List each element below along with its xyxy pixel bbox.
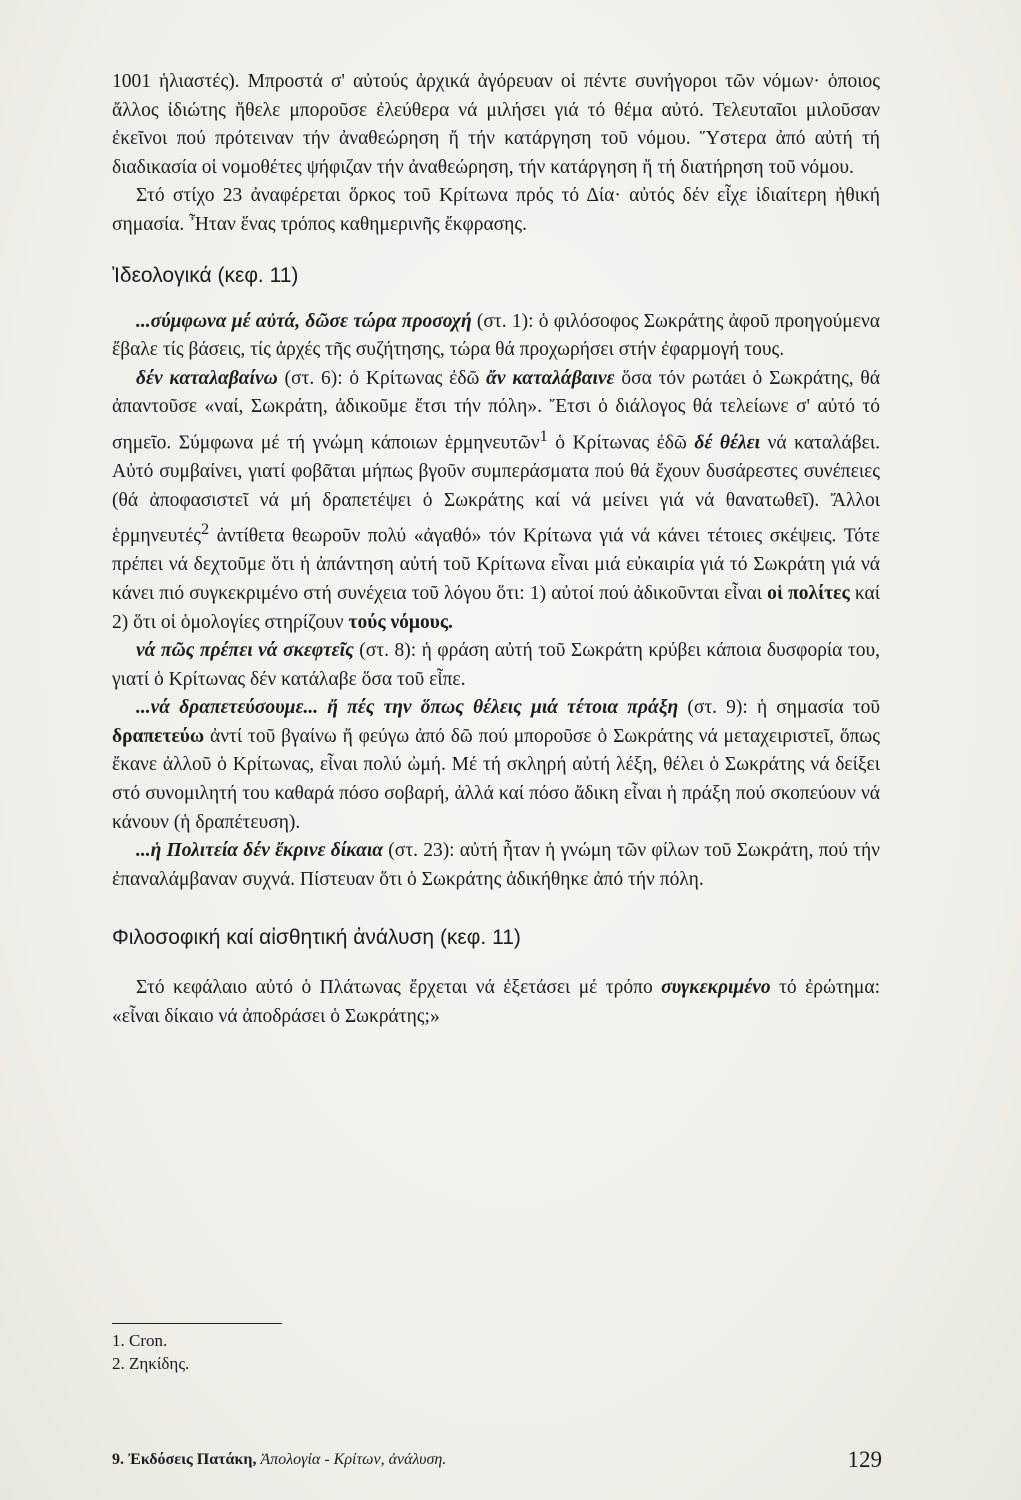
footer-citation <box>112 1451 446 1469</box>
paragraph-understand <box>112 365 880 637</box>
paragraph-text: τό ἐρώτημα: «εἶναι δίκαιο νά ἀποδράσει ὁ Σωκράτης;» <box>112 977 880 1028</box>
footnote-1: 1. Cron. <box>112 1331 168 1350</box>
term-phrase: ...νά δραπετεύσουμε... ἤ πές την ὅπως θέλεις μιά τέτοια πράξη <box>136 697 679 719</box>
footnote-divider <box>112 1323 282 1324</box>
paragraph-text: ἀντίθετα θεωροῦν πολύ «ἀγαθό» τόν Κρίτωνα γιά νά κάνει τέτοιες σκέψεις. Τότε πρέπει νά δεχτοῦμε ὅτι ἡ ἀπάντηση αὐτή τοῦ Κρίτωνα εἶναι μιά εὐκαιρία γιά τό Σωκράτη γιά νά κάνει πιό συγκεκριμένο στή συνέχεια τοῦ λόγου ὅτι: 1) αὐτοί πού ἀδικοῦνται εἶναι <box>112 525 880 604</box>
paragraph-text: νά καταλάβει. Αὐτό συμβαίνει, γιατί φοβᾶται μήπως βγοῦν συμπεράσματα πού θά ἔχουν δυσάρεστες συνέπειες (θά ἀποφασιστεῖ νά μή δραπετέψει ὁ Σωκράτης καί νά μείνει γιά νά θανατωθεῖ). Ἄλλοι ἑρμηνευτές <box>112 432 880 547</box>
paragraph-polity <box>112 837 880 894</box>
term-phrase: τούς νόμους. <box>348 611 453 633</box>
paragraph-text: (στ. 6): ὁ Κρίτωνας ἐδῶ <box>277 367 487 389</box>
footnote-ref-2: 2 <box>200 520 210 539</box>
term-phrase: ἄν καταλάβαινε <box>486 367 615 389</box>
term-phrase: δέ θέλει <box>694 432 761 454</box>
main-text-column <box>112 68 880 1032</box>
paragraph-text: ὅσα τόν ρωτάει ὁ Σωκράτης, θά ἀπαντοῦσε «ναί, Σωκράτη, ἀδικοῦμε ἔτσι τήν πόλη». Ἔτσι ὁ διάλογος θά τελείωνε σ' αὐτό τό σημεῖο. Σύμφωνα μέ τή γνώμη κάποιων ἑρμηνευτῶν <box>112 367 880 454</box>
paragraph-think <box>112 637 880 694</box>
page-number: 129 <box>847 1447 882 1472</box>
paragraph-text: (στ. 1): ὁ φιλόσοφος Σωκράτης ἀφοῦ προηγούμενα ἔβαλε τίς βάσεις, τίς ἀρχές τῆς συζήτησης, τώρα θά προχωρήσει στήν ἐφαρμογή τους. <box>112 310 880 361</box>
term-phrase: συγκεκριμένο <box>661 977 771 999</box>
term-phrase: ...σύμφωνα μέ αὐτά, δῶσε τώρα προσοχή <box>136 310 472 332</box>
paragraph-text: (στ. 9): ἡ σημασία τοῦ <box>678 697 880 719</box>
paragraph-escape <box>112 694 880 837</box>
paragraph-oath: Στό στίχο 23 ἀναφέρεται ὅρκος τοῦ Κρίτωνα πρός τό Δία· αὐτός δέν εἶχε ἰδιαίτερη ἠθική σημασία. Ἦταν ἕνας τρόπος καθημερινῆς ἔκφρασης. <box>112 185 880 235</box>
paragraph-text: ὁ Κρίτωνας ἐδῶ <box>547 432 695 454</box>
footnote-ref-1: 1 <box>539 426 548 445</box>
footer-publisher: 9. Ἐκδόσεις Πατάκη, <box>112 1451 257 1468</box>
paragraph-attention <box>112 308 880 365</box>
section-heading-ideological: Ἰδεολογικά (κεφ. 11) <box>112 263 299 287</box>
footnote-2: 2. Ζηκίδης. <box>112 1354 190 1373</box>
term-phrase: οἱ πολίτες <box>767 582 850 604</box>
section-heading-philosophical: Φιλοσοφική καί αἰσθητική ἀνάλυση (κεφ. 11) <box>112 926 521 950</box>
paragraph-text: καί 2) ὅτι οἱ ὁμολογίες στηρίζουν <box>112 582 881 633</box>
paragraph-text: (στ. 23): αὐτή ἦταν ἡ γνώμη τῶν φίλων τοῦ Σωκράτη, πού τήν ἐπαναλάμβαναν συχνά. Πίστευαν ὅτι ὁ Σωκράτης ἀδικήθηκε ἀπό τήν πόλη. <box>112 840 880 890</box>
page-footer <box>112 1447 882 1477</box>
term-phrase: ...ἡ Πολιτεία δέν ἔκρινε δίκαια <box>136 840 384 862</box>
term-phrase: νά πῶς πρέπει νά σκεφτεῖς <box>136 640 354 662</box>
paragraph-text: Στό κεφάλαιο αὐτό ὁ Πλάτωνας ἔρχεται νά ἐξετάσει μέ τρόπο <box>136 977 662 999</box>
paragraph-text: ἀντί τοῦ βγαίνω ἤ φεύγω ἀπό δῶ πού μποροῦσε ὁ Σωκράτης νά μεταχειριστεῖ, ὅπως ἔκανε ἀλλοῦ ὁ Κρίτωνας, εἶναι πολύ ὠμή. Μέ τή σκληρή αὐτή λέξη, θέλει ὁ Σωκράτης νά δείξει στό συνομιλητή του καθαρά πόσο σοβαρή, ἀλλά καί πόσο ἄδικη εἶναι ἡ πράξη πού σκοπεύουν νά κάνουν (ἡ δραπέτευση). <box>112 725 880 833</box>
term-phrase: δέν καταλαβαίνω <box>136 367 278 389</box>
paragraph-chapter <box>112 974 880 1031</box>
term-phrase: δραπετεύω <box>112 725 205 747</box>
paragraph-heliasts: 1001 ἡλιαστές). Μπροστά σ' αὐτούς ἀρχικά ἀγόρευαν οἱ πέντε συνήγοροι τῶν νόμων· ὁποιος ἄλλος ἰδιώτης ἤθελε μποροῦσε ἐλεύθερα νά μιλήσει γιά τό θέμα αὐτό. Τελευταῖοι μιλοῦσαν ἐκεῖνοι πού πρότειναν τήν ἀναθεώρηση ἤ τήν κατάργηση τοῦ νόμου. Ὕστερα ἀπό αὐτή τή διαδικασία οἱ νομοθέτες ψήφιζαν τήν ἀναθεώρηση, τήν κατάργηση ἤ τή διατήρηση τοῦ νόμου. <box>112 71 880 178</box>
footer-book-title: Ἀπολογία - Κρίτων, ἀνάλυση. <box>256 1451 447 1468</box>
paragraph-text: (στ. 8): ἡ φράση αὐτή τοῦ Σωκράτη κρύβει κάποια δυσφορία του, γιατί ὁ Κρίτωνας δέν κατάλαβε ὅσα τοῦ εἶπε. <box>112 640 880 690</box>
